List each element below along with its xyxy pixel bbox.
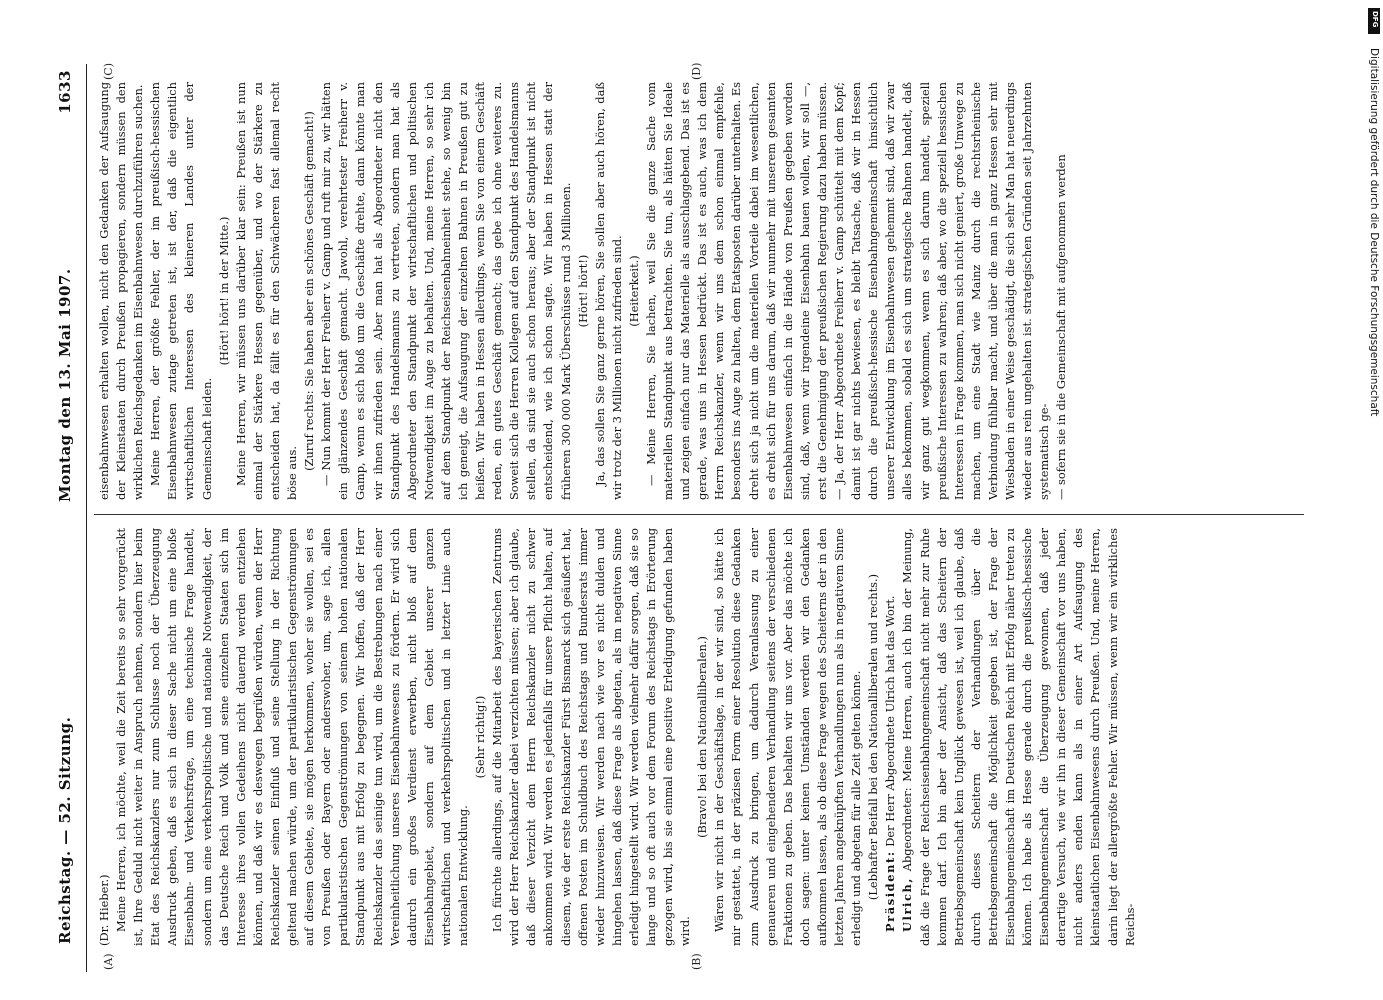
header-rule: [86, 64, 87, 972]
president-statement: Der Herr Abgeordnete Ulrich hat das Wort.: [883, 595, 898, 847]
margin-marker-a: (A): [102, 953, 115, 970]
right-column: [96, 82, 1296, 500]
margin-marker-b: (B): [690, 953, 703, 970]
column-divider: [94, 514, 1304, 515]
paragraph: — Nun kommt der Herr Freiherr v. Gamp und ruft mir zu, wir hätten ein glänzendes Geschäft gemacht. Jawohl, verehrtester Freiherr v. Gamp, wenn es sich bloß um die Geschäfte drehte, dann könnte man wir ihnen zufrieden sein. Aber man hat als Abgeordneter nicht den Standpunkt des Handelsmanns zu vertreten, sondern man hat als Abgeordneter den Standpunkt der wirtschaftlichen und politischen Notwendigkeit im Auge zu behalten. Und, meine Herren, so sehr ich auf dem Standpunkt der Reichseisenbahneinheit stehe, so wenig bin ich geneigt, die Aufsaugung der einzelnen Bahnen in Preußen gut zu heißen. Wir haben in Hessen allerdings, wenn Sie von einem Geschäft reden, ein gutes Geschäft gemacht; das gebe ich ohne weiteres zu. Soweit sich die Herren Kollegen auf den Standpunkt des Handelsmanns stellen, da sind sie auch schon heraus; aber der Standpunkt ist nicht entscheidend, wie ich schon sagte. Wir haben in Hessen statt der früheren 300 000 Mark Überschüsse rund 3 Millionen.: [319, 82, 573, 500]
rotated-page: [50, 64, 1312, 972]
margin-marker-d: (D): [690, 62, 703, 80]
paragraph: Ja, das sollen Sie ganz gerne hören, Sie sollen aber auch hören, daß wir trotz der 3 Millionen nicht zufrieden sind.: [592, 82, 624, 500]
page-header: [50, 64, 84, 972]
paragraph: Meine Herren, wir müssen uns darüber klar sein: Preußen ist nun einmal der Stärkere Hessen gegenüber, und wo der Stärkere zu entscheiden hat, da fällt es für den Schwächeren fast allemal recht böse aus.: [233, 82, 300, 500]
interjection: (Heiterkeit.): [626, 255, 641, 327]
interjection: (Lebhafter Beifall bei den Nationalliberalen und rechts.): [866, 573, 881, 901]
interjection: (Bravo! bei den Nationalliberalen.): [695, 636, 710, 838]
paragraph: Meine Herren, der größte Fehler, der im preußisch-hessischen Eisenbahnwesen zutage getreten ist, ist der, daß die eigentlich wirtschaftlichen Interessen des kleineren Landes unter der Gemeinschaft leiden.: [148, 82, 214, 500]
interjection: (Sehr richtig!): [473, 695, 488, 779]
paragraph: Ich fürchte allerdings, auf die Mitarbeit des bayerischen Zentrums wird der Herr Reichskanzler dabei verzichten müssen; aber ich glaube, daß dieser Verzicht dem Herrn Reichskanzler nicht zu schwer ankommen wird. Wir werden es jedenfalls für unsere Pflicht halten, auf diesem, wie der erste Reichskanzler Fürst Bismarck sich geäußert hat, offenen Posten im Schuldbuch des Reichstags und Bundesrats immer wieder hinzuweisen. Wir werden nach wie vor es nicht dulden und hingehen lassen, daß diese Frage als abgetan, als im negativen Sinne erledigt hingestellt wird. Wir werden vielmehr dafür sorgen, daß sie so lange und so oft auch vor dem Forum des Reichstags in Erörterung gezogen wird, bis sie einmal eine positive Erledigung gefunden haben wird.: [490, 528, 693, 946]
digitization-note: [1366, 6, 1381, 996]
paragraph: Abgeordneter: Meine Herren, auch ich bin der Meinung, daß die Frage der Reichseisenbahngemeinschaft nicht mehr zur Ruhe kommen darf. Ich bin aber der Ansicht, daß das Scheitern der Betriebsgemeinschaft kein Unglück gewesen ist, weil ich glaube, daß durch dieses Scheitern der Verhandlungen über die Betriebsgemeinschaft die Möglichkeit gegeben ist, der Frage der Eisenbahngemeinschaft im Deutschen Reich mit Erfolg näher treten zu können. Ich habe als Hesse gerade durch die preußisch-hessische Eisenbahngemeinschaft die Überzeugung gewonnen, daß jeder derartige Versuch, wie wir ihn in dieser Gemeinschaft vor uns haben, nicht anders enden kann als in einer Art Aufsaugung des kleinstaatlichen Eisenbahnwesens durch Preußen. Und, meine Herren, darin liegt der allergrößte Fehler. Wir müssen, wenn wir ein wirkliches Reichs-: [900, 528, 1137, 946]
inline-remark: — sofern sie in die Gemeinschaft mit aufgenommen werden: [1054, 154, 1069, 500]
paragraph: Wären wir nicht in der Geschäftslage, in der wir sind, so hätte ich mir gestattet, in der präzisen Form einer Resolution diese Gedanken zum Ausdruck zu bringen, um dadurch Veranlassung zu einer genaueren und eingehenderen Verhandlung seitens der verschiedenen Fraktionen zu geben. Das behalten wir uns vor. Aber das möchte ich doch sagen: unter keinen Umständen werden wir den Gedanken aufkommen lassen, als ob diese Frage wegen des Scheiterns der in den letzten Jahren angeknüpften Verhandlungen nun als in negativem Sinne erledigt und abgetan für alle Zeit gelten könne.: [712, 528, 864, 946]
left-column: [96, 528, 1296, 946]
paragraph: Meine Herren, ich möchte, weil die Zeit bereits so sehr vorgerückt ist, Ihre Geduld nicht weiter in Anspruch nehmen, sondern hier beim Etat des Reichskanzlers nur zum Schlusse noch der Überzeugung Ausdruck geben, daß es sich in dieser Sache nicht um eine bloße Eisenbahn- und Verkehrsfrage, um eine technische Frage handelt, sondern um eine verkehrspolitische und nationale Notwendigkeit, der das Deutsche Reich und Volk und seine einzelnen Staaten sich im Interesse ihres vollen Gedeihens nicht dauernd werden entziehen können, und daß wir es deswegen begrüßen würden, wenn der Herr Reichskanzler seinen Einfluß und seine Stellung in der Richtung geltend machen würde, um der partikularistischen Gegenströmungen auf diesem Gebiete, sie mögen herkommen, woher sie wollen, sei es von Preußen oder Bayern oder anderswoher, um, sage ich, allen partikularistischen Gegenströmungen von seinem hohen nationalen Standpunkt aus mit Erfolg zu begegnen. Wir hoffen, daß der Herr Reichskanzler das seinige tun wird, um die Bestrebungen nach einer Vereinheitlichung unseres Eisenbahnwesens zu fördern. Er wird sich dadurch ein großes Verdienst erwerben, nicht bloß auf dem Eisenbahngebiet, sondern auf dem Gebiet unserer ganzen wirtschaftlichen und verkehrspolitischen und in letzter Linie auch nationalen Entwicklung.: [114, 528, 470, 946]
interjection: (Hört! hört!): [575, 254, 590, 328]
page-number: 1633: [56, 70, 74, 114]
paragraph: — Meine Herren, Sie lachen, weil Sie die ganze Sache vom materiellen Standpunkt aus betrachten. Sie tun, als hätten Sie Ideale und zeigen einfach nur das Materielle als ausschlaggebend. Das ist es gerade, was uns in Hessen bedrückt. Das ist es auch, was ich dem Herrn Reichskanzler, wenn wir uns dem schon einmal empfehle, besonders ins Auge zu halten, dem Etatsposten darüber unterhalten. Es dreht sich ja nicht um die materiellen Vorteile dabei im wesentlichen, es dreht sich für uns darum, daß wir nunmehr mit unserem gesamten Eisenbahnwesen einfach in die Hände von Preußen gegeben worden sind, daß, wenn wir irgendeine Eisenbahn bauen wollen, wir soll —, erst die Genehmigung der preußischen Regierung dazu haben müssen. — Ja, der Herr Abgeordnete Freiherr v. Gamp schüttelt mit dem Kopf; damit ist gar nichts bewiesen, es bleibt Tatsache, daß wir in Hessen durch die preußisch-hessische Eisenbahngemeinschaft hinsichtlich unserer Entwicklung im Eisenbahnwesen gehemmt sind, daß wir zwar alles bekommen, sobald es sich um strategische Bahnen handelt, daß wir ganz gut wegkommen, wenn es sich darum handelt, speziell preußische Interessen zu wahren; daß aber, wo die speziell hessischen Interessen in Frage kommen, man sich nicht geniert, große Umwege zu machen, um eine Stadt wie Mainz durch die rechtsrheinische Verbindung fühlbar macht, und über die man in ganz Hessen sehr mit Wiesbaden in einer Weise geschädigt, die sich sehr Man hat neuerdings wieder aus rein ungehalten ist. strategischen Gründen seit Jahrzehnten systematisch ge-: [644, 82, 1052, 500]
margin-marker-c: (C): [102, 63, 115, 80]
paragraph: eisenbahnwesen erhalten wollen, nicht den Gedanken der Aufsaugung der Kleinstaaten durch Preußen propagieren, sondern müssen den wirklichen Reichsgedanken im Eisenbahnwesen durchzuführen suchen.: [97, 82, 146, 500]
header-title: Reichstag. — 52. Sitzung.: [56, 716, 74, 944]
interjection: (Zuruf rechts: Sie haben aber ein schönes Geschäft gemacht!): [302, 111, 317, 471]
digitization-note-text: Digitalisierung gefördert durch die Deutsche Forschungsgemeinschaft: [1368, 48, 1380, 417]
speaker-name: Ulrich,: [900, 877, 915, 932]
speaker-continuation: (Dr. Hieber.): [97, 874, 111, 946]
header-date: Montag den 13. Mai 1907.: [56, 268, 74, 502]
president-label: Präsident:: [883, 850, 898, 932]
dfg-logo-text: DFG: [1371, 11, 1379, 28]
interjection: (Hört! hört! in der Mitte.): [216, 216, 231, 366]
